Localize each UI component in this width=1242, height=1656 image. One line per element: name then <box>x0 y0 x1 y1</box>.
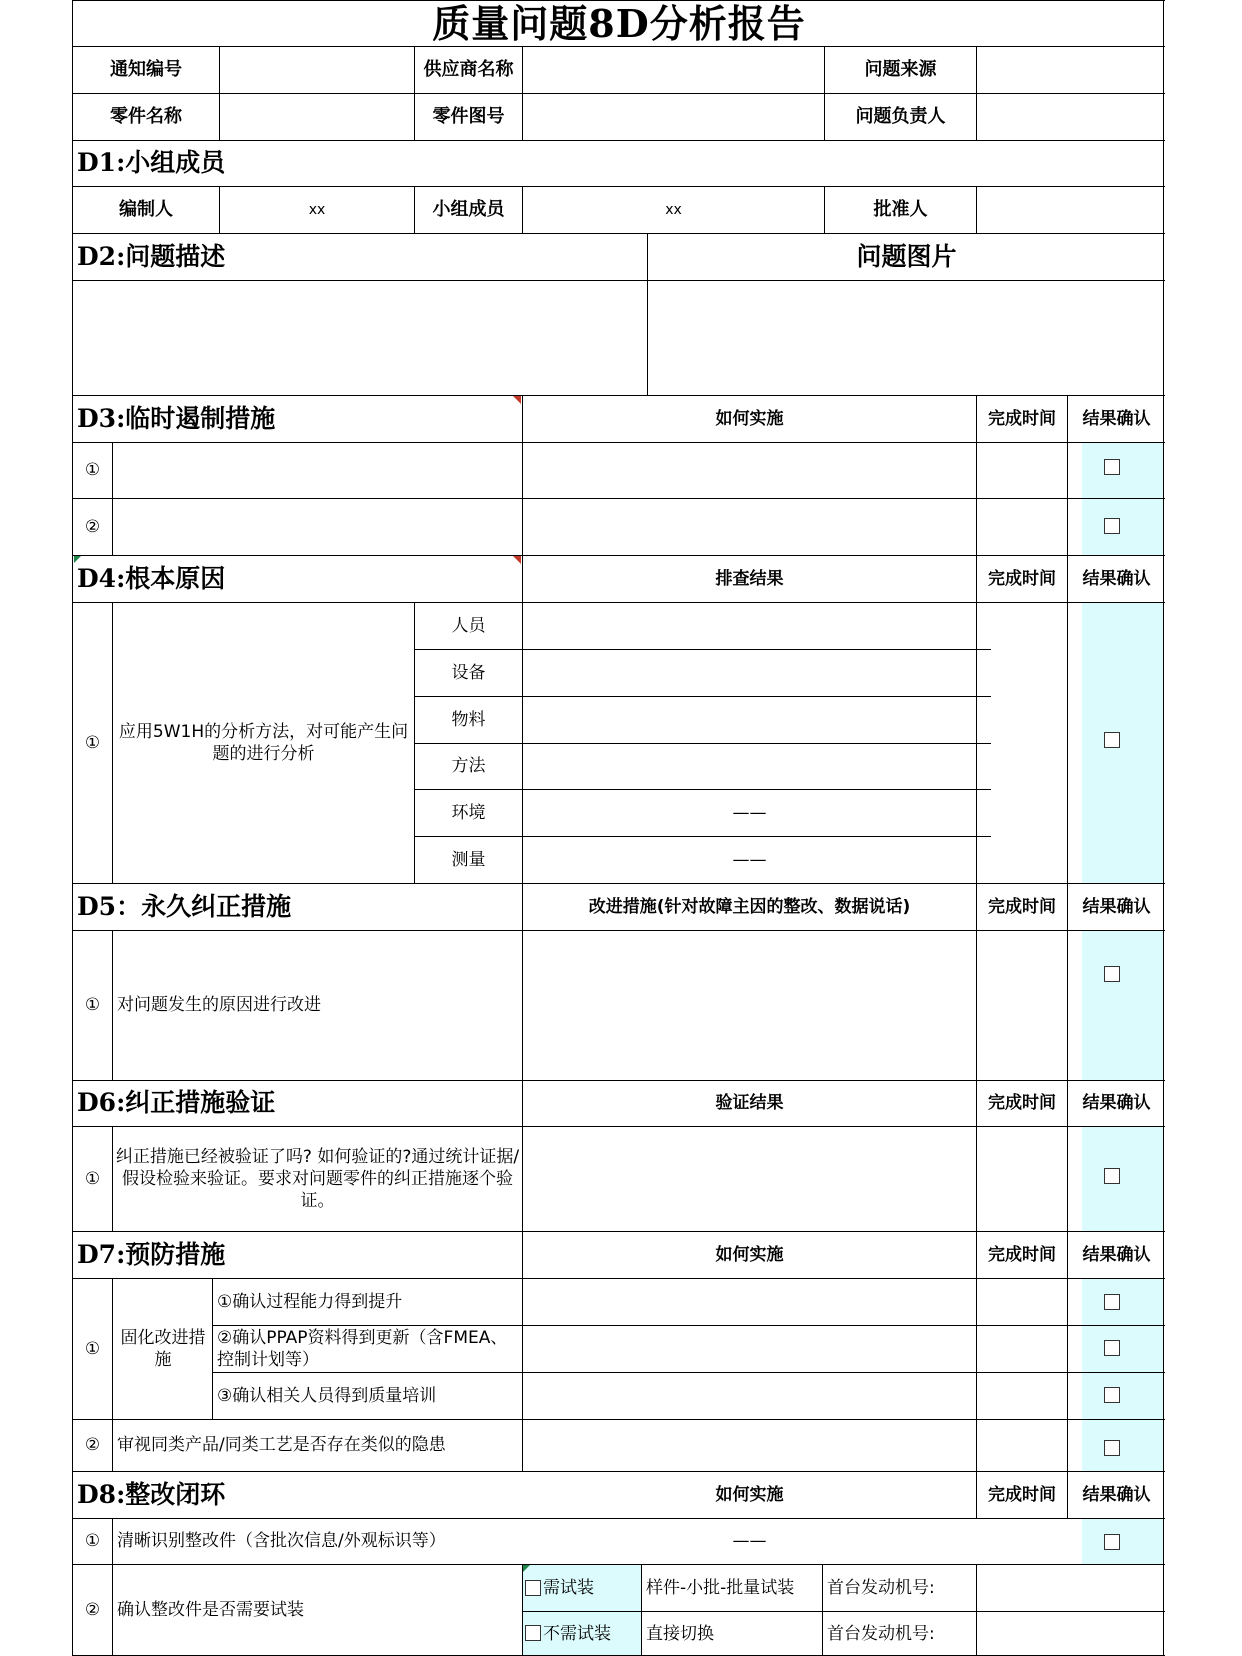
preparer-value[interactable]: xx <box>308 201 326 218</box>
part-name-field[interactable] <box>220 94 414 140</box>
d7-row2-text: 审视同类产品/同类工艺是否存在类似的隐患 <box>117 1435 446 1456</box>
d7-sub3-how[interactable] <box>523 1373 976 1419</box>
d6-row1-result[interactable] <box>523 1127 976 1231</box>
direct-switch-text: 直接切换 <box>646 1623 714 1644</box>
d4-result-material[interactable] <box>523 697 976 743</box>
need-trial-label: 需试装 <box>543 1577 594 1598</box>
problem-source-field[interactable] <box>977 47 1165 93</box>
d3-done-time-header: 完成时间 <box>988 408 1056 429</box>
problem-description-field[interactable] <box>73 281 647 395</box>
d7-sub1-text: ①确认过程能力得到提升 <box>217 1291 403 1312</box>
d8-row1-how[interactable]: —— <box>732 1531 767 1552</box>
d7-row2-how[interactable] <box>523 1420 976 1471</box>
problem-photo-area[interactable] <box>648 281 1165 395</box>
d5-checkbox[interactable] <box>1104 966 1120 982</box>
d1-title: D1:小组成员 <box>77 148 226 178</box>
problem-owner-field[interactable] <box>977 94 1165 140</box>
no-trial-label: 不需试装 <box>543 1623 611 1644</box>
d8-row1-checkbox[interactable] <box>1104 1534 1120 1550</box>
d4-factor-equipment: 设备 <box>451 662 486 683</box>
d8-row1-text: 清晰识别整改件（含批次信息/外观标识等） <box>117 1531 446 1552</box>
d6-done-time-header: 完成时间 <box>988 1093 1056 1114</box>
d4-checkbox[interactable] <box>1104 732 1120 748</box>
problem-source-label: 问题来源 <box>864 59 937 81</box>
first-engine-no-label-1: 首台发动机号: <box>827 1577 935 1598</box>
notice-no-label: 通知编号 <box>110 59 182 81</box>
problem-owner-label: 问题负责人 <box>855 106 946 128</box>
approver-field[interactable] <box>977 187 1165 233</box>
d6-row1-done-time[interactable] <box>977 1127 1067 1231</box>
part-name-label: 零件名称 <box>110 106 182 128</box>
d4-result-environment[interactable]: —— <box>732 802 767 823</box>
d8-done-time-header: 完成时间 <box>988 1484 1056 1505</box>
d4-done-time-header: 完成时间 <box>988 568 1056 589</box>
d7-sub3-checkbox[interactable] <box>1104 1387 1120 1403</box>
d7-sub3-text: ③确认相关人员得到质量培训 <box>217 1385 437 1406</box>
d7-confirm-bg <box>1082 1279 1163 1471</box>
d2-title: D2:问题描述 <box>77 241 226 271</box>
d7-sub1-how[interactable] <box>523 1279 976 1325</box>
first-engine-no-field-2[interactable] <box>977 1612 1165 1656</box>
d4-factor-people: 人员 <box>451 615 486 636</box>
d5-improve-header: 改进措施(针对故障主因的整改、数据说话) <box>588 896 911 917</box>
d7-sub2-text: ②确认PPAP资料得到更新（含FMEA、控制计划等） <box>217 1327 508 1370</box>
d3-row1-done-time[interactable] <box>977 443 1067 498</box>
members-value[interactable]: xx <box>665 201 682 218</box>
d3-row1-number: ① <box>84 460 101 481</box>
part-drawing-no-label: 零件图号 <box>432 106 505 128</box>
d6-verify-header: 验证结果 <box>715 1093 784 1114</box>
d6-row1-number: ① <box>84 1168 101 1189</box>
d6-checkbox[interactable] <box>1104 1168 1120 1184</box>
d3-row1-how[interactable] <box>523 443 976 498</box>
d7-group-label: 固化改进措施 <box>120 1327 206 1370</box>
approver-label: 批准人 <box>873 199 928 221</box>
d5-title: D5：永久纠正措施 <box>77 891 292 921</box>
preparer-label: 编制人 <box>119 199 173 221</box>
d7-how-header: 如何实施 <box>715 1244 784 1265</box>
d4-green-marker <box>74 556 81 563</box>
first-engine-no-label-2: 首台发动机号: <box>827 1623 935 1644</box>
d3-row1-checkbox[interactable] <box>1104 459 1120 475</box>
notice-no-field[interactable] <box>220 47 414 93</box>
report-title: 质量问题8D分析报告 <box>432 0 806 46</box>
problem-photo-title: 问题图片 <box>856 241 957 271</box>
d3-row2-how[interactable] <box>523 499 976 555</box>
members-label: 小组成员 <box>432 199 505 221</box>
d6-confirm-bg <box>1082 1127 1163 1231</box>
d4-row1-number: ① <box>84 732 101 753</box>
supplier-name-label: 供应商名称 <box>423 59 514 81</box>
d3-row2-checkbox[interactable] <box>1104 518 1120 534</box>
d5-confirm-header: 结果确认 <box>1082 896 1151 917</box>
d4-done-time[interactable] <box>977 603 1067 883</box>
d4-factor-method: 方法 <box>451 756 486 777</box>
d7-row2-checkbox[interactable] <box>1104 1440 1120 1456</box>
d8-confirm-bg <box>1082 1519 1163 1564</box>
d5-confirm-bg <box>1082 931 1163 1080</box>
d3-title: D3:临时遏制措施 <box>77 403 276 433</box>
d8-row2-number: ② <box>84 1600 101 1621</box>
d3-confirm-header: 结果确认 <box>1082 408 1151 429</box>
d3-comment-marker <box>513 396 521 404</box>
d5-row1-improve[interactable] <box>523 931 976 1080</box>
d7-title: D7:预防措施 <box>77 1239 226 1269</box>
d3-how-header: 如何实施 <box>715 408 784 429</box>
d6-title: D6:纠正措施验证 <box>77 1088 276 1118</box>
d4-method-text: 应用5W1H的分析方法，对可能产生问题的进行分析 <box>118 721 409 764</box>
d7-done-time-header: 完成时间 <box>988 1244 1056 1265</box>
d8-how-header: 如何实施 <box>715 1484 784 1505</box>
d5-row1-number: ① <box>84 995 101 1016</box>
d4-factor-environment: 环境 <box>451 802 486 823</box>
first-engine-no-field-1[interactable] <box>977 1565 1165 1611</box>
d7-sub1-checkbox[interactable] <box>1104 1294 1120 1310</box>
d7-sub2-how[interactable] <box>523 1326 976 1372</box>
d5-row1-text: 对问题发生的原因进行改进 <box>117 995 321 1016</box>
d5-row1-done-time[interactable] <box>977 931 1067 1080</box>
d4-factor-measurement: 测量 <box>451 849 486 870</box>
part-drawing-no-field[interactable] <box>523 94 824 140</box>
d3-row1-measure[interactable] <box>113 443 522 498</box>
d4-result-measurement[interactable]: —— <box>732 849 767 870</box>
d4-result-method[interactable] <box>523 744 976 789</box>
d7-sub2-checkbox[interactable] <box>1104 1340 1120 1356</box>
d8-row2-text: 确认整改件是否需要试装 <box>117 1600 304 1621</box>
d8-title: D8:整改闭环 <box>77 1479 226 1509</box>
d6-confirm-header: 结果确认 <box>1082 1093 1151 1114</box>
d4-comment-marker <box>513 556 521 564</box>
d8-confirm-header: 结果确认 <box>1082 1484 1151 1505</box>
d8-green-marker <box>523 1565 530 1572</box>
d8-row1-number: ① <box>84 1531 101 1552</box>
d6-row1-text: 纠正措施已经被验证了吗? 如何验证的?通过统计证据/假设检验来验证。要求对问题零件的纠正措施逐个验证。 <box>115 1146 520 1212</box>
trial-flow-text: 样件-小批-批量试装 <box>646 1577 795 1598</box>
d4-result-people[interactable] <box>523 603 976 649</box>
d7-row2-number: ② <box>84 1435 101 1456</box>
supplier-name-field[interactable] <box>523 47 824 93</box>
d3-row2-number: ② <box>84 516 101 537</box>
d4-confirm-bg <box>1082 603 1163 884</box>
d4-factor-material: 物料 <box>451 709 486 730</box>
d4-confirm-header: 结果确认 <box>1082 568 1151 589</box>
report-sheet <box>72 0 1164 1656</box>
d4-result-equipment[interactable] <box>523 650 976 696</box>
d3-row2-done-time[interactable] <box>977 499 1067 555</box>
d7-confirm-header: 结果确认 <box>1082 1244 1151 1265</box>
d4-result-header: 排查结果 <box>715 568 784 589</box>
d4-title: D4:根本原因 <box>77 563 226 593</box>
d7-row1-number: ① <box>84 1338 101 1359</box>
d3-row2-measure[interactable] <box>113 499 522 555</box>
d5-done-time-header: 完成时间 <box>988 896 1056 917</box>
d3-confirm-bg <box>1082 443 1163 556</box>
